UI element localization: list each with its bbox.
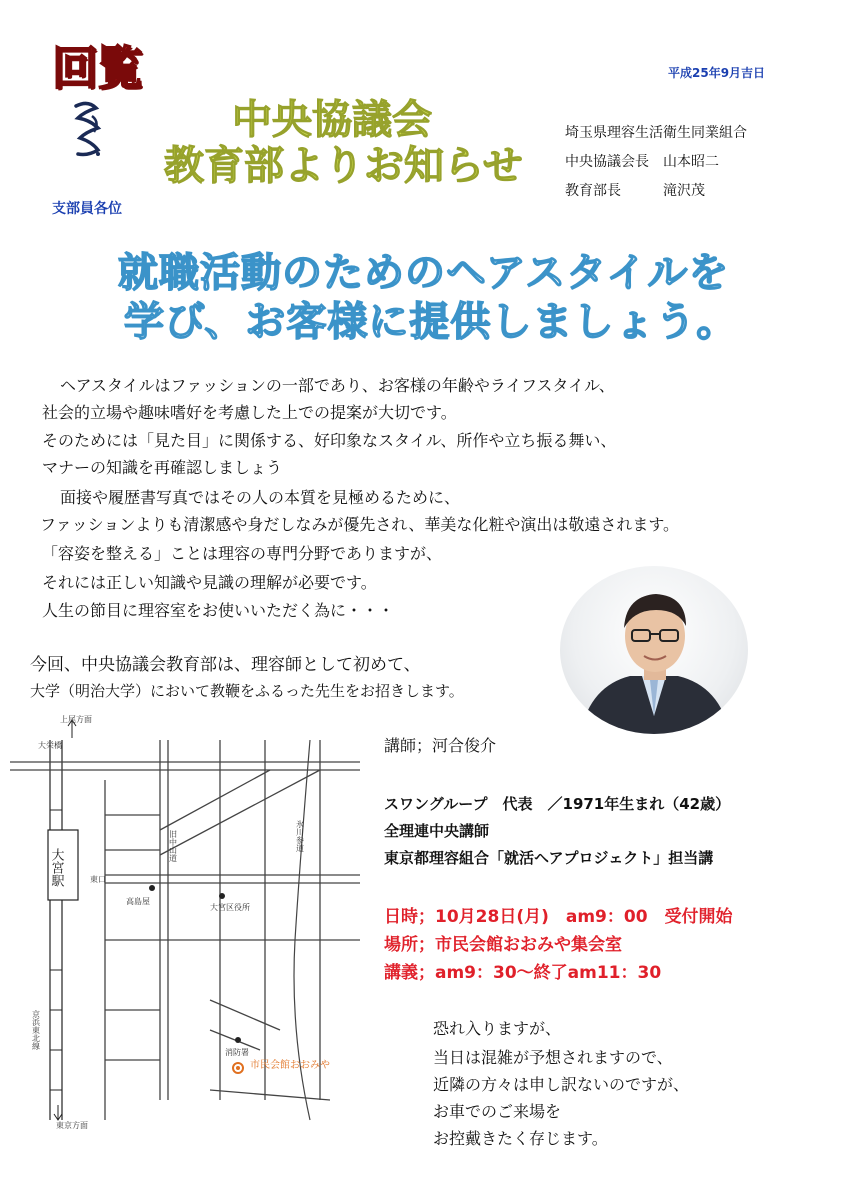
body-line: ヘアスタイルはファッションの一部であり、お客様の年齢やライフスタイル、 (60, 376, 615, 395)
map-label-bridge: 大栄橋 (38, 741, 62, 750)
map-label-ward-office: 大宮区役所 (210, 903, 250, 912)
org-name: 埼玉県理容生活衛生同業組合 (565, 125, 747, 141)
lecturer-profile: スワングループ 代表 ／1971年生まれ（42歳） (384, 795, 731, 813)
union-logo-icon (68, 98, 108, 162)
map-label-old-road: 旧中山道 (168, 830, 178, 862)
council-chair: 中央協議会長 山本昭二 (565, 154, 719, 170)
map-label-venue: 市民会館おおみや (250, 1060, 330, 1071)
body-line: 社会的立場や趣味嗜好を考慮した上での提案が大切です。 (42, 403, 457, 422)
closing-line: 恐れ入りますが、 (433, 1019, 562, 1038)
map-label-station: 大宮駅 (48, 848, 64, 887)
closing-line: 当日は混雑が予想されますので、 (433, 1048, 673, 1067)
intro-line: 今回、中央協議会教育部は、理容師として初めて、 (30, 655, 421, 675)
map-label-east-exit: 東口 (90, 875, 106, 884)
lecturer-profile: 全理連中央講師 (384, 822, 490, 840)
kairan-stamp: 回覧 (52, 41, 142, 95)
body-line: それには正しい知識や見識の理解が必要です。 (42, 573, 377, 592)
map-label-north: 上尾方面 (60, 715, 92, 724)
intro-line: 大学（明治大学）において教鞭をふるった先生をお招きします。 (30, 682, 464, 700)
body-line: 面接や履歴書写真ではその人の本質を見極めるために、 (60, 488, 461, 507)
event-place: 場所；市民会館おおみや集会室 (384, 935, 622, 955)
body-line: 人生の節目に理容室をお使いいただく為に・・・ (42, 601, 395, 620)
issue-date: 平成25年9月吉日 (668, 66, 766, 80)
map-label-sando: 氷川参道 (295, 820, 305, 852)
body-line: マナーの知識を再確認しましょう (42, 458, 283, 477)
body-line: そのためには「見た目」に関係する、好印象なスタイル、所作や立ち振る舞い、 (42, 431, 617, 450)
event-lecture: 講義；am9：30〜終了am11：30 (384, 963, 662, 983)
closing-line: お車でのご来場を (433, 1102, 562, 1121)
access-map (10, 710, 360, 1130)
event-datetime: 日時；10月28日(月) am9：00 受付開始 (384, 907, 733, 927)
map-label-fire-station: 消防署 (225, 1048, 249, 1057)
map-label-south: 東京方面 (56, 1121, 88, 1130)
lecturer-name: 講師；河合俊介 (384, 736, 497, 755)
lecturer-profile: 東京都理容組合「就活ヘアプロジェクト」担当講 (384, 849, 714, 867)
addressee: 支部員各位 (52, 201, 122, 217)
closing-line: 近隣の方々は申し訳ないのですが、 (433, 1075, 690, 1094)
body-line: ファッションよりも清潔感や身だしなみが優先され、華美な化粧や演出は敬遠されます。 (40, 515, 680, 534)
headline-line-2: 学び、お客様に提供しましょう。 (124, 299, 738, 345)
map-label-rail-line: 京浜東北線 (31, 1010, 41, 1050)
headline-line-1: 就職活動のためのヘアスタイルを (118, 250, 730, 296)
education-chief: 教育部長 滝沢茂 (565, 183, 705, 199)
lecturer-photo (560, 566, 748, 734)
title-line-2: 教育部よりお知らせ (164, 143, 523, 189)
title-line-1: 中央協議会 (232, 97, 432, 143)
body-line: 「容姿を整える」ことは理容の専門分野でありますが、 (42, 544, 443, 563)
map-label-takashimaya: 高島屋 (126, 897, 150, 906)
closing-line: お控戴きたく存じます。 (433, 1129, 608, 1148)
